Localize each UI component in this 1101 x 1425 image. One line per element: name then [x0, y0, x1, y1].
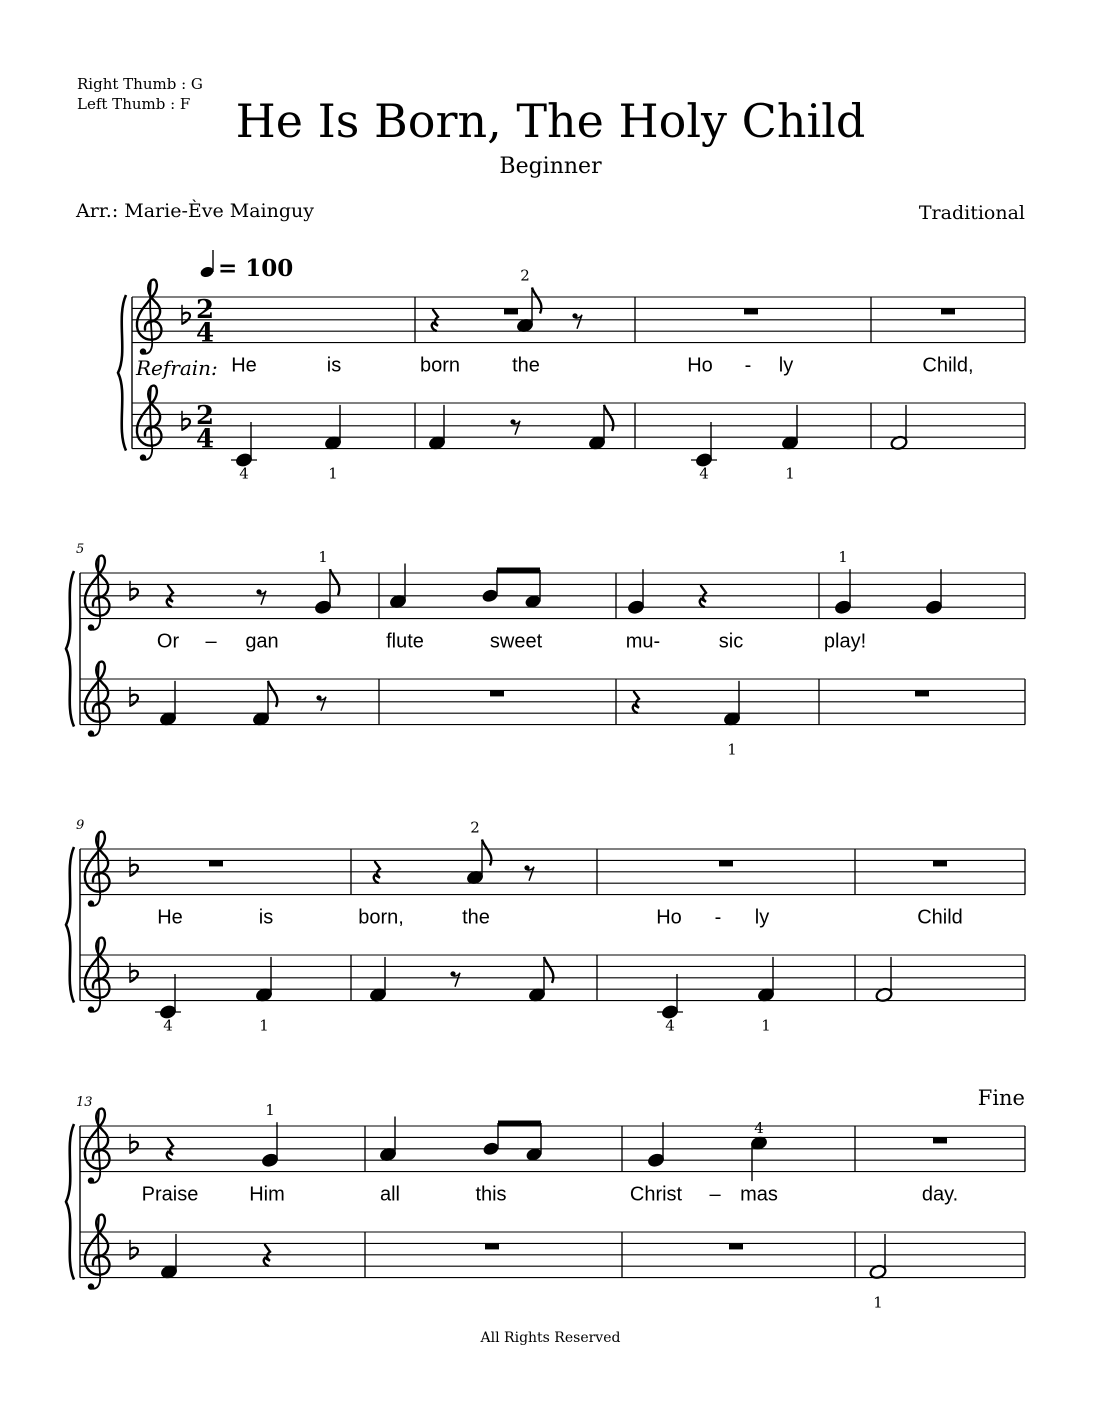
difficulty-subtitle: Beginner: [499, 154, 602, 179]
right-hand-staff: [80, 1126, 1025, 1172]
fingering-number: 1: [259, 1016, 269, 1035]
lyric-syllable: –: [709, 1183, 721, 1206]
flag: [544, 957, 553, 983]
note: [627, 569, 645, 615]
flag: [482, 840, 491, 866]
note: [657, 974, 683, 1035]
eighth-rest: [572, 313, 582, 329]
lyric-syllable: play!: [823, 630, 867, 653]
note: [647, 1122, 665, 1168]
fingering-number: 1: [785, 464, 795, 483]
note: [428, 405, 446, 451]
right-hand-staff: [80, 849, 1025, 895]
flag: [268, 681, 277, 707]
left-hand-staff: [80, 679, 1025, 725]
lyric-syllable: -: [744, 354, 752, 377]
note: [869, 1234, 887, 1312]
treble-clef: [85, 1215, 110, 1290]
note: [516, 267, 541, 334]
grand-staff-brace: [66, 571, 74, 727]
fingering-number: 2: [520, 266, 530, 285]
composer-credit: Traditional: [918, 202, 1025, 224]
beamed-eighths: [481, 570, 542, 609]
system-4: [66, 1086, 1025, 1312]
eighth-rest: [256, 589, 266, 605]
lyric-syllable: gan: [245, 630, 279, 653]
note: [231, 422, 257, 483]
note: [834, 548, 852, 615]
lyric-syllable: Him: [249, 1183, 285, 1206]
note: [155, 974, 181, 1035]
lyric-syllable: Ho: [687, 354, 713, 377]
system-1: [118, 250, 1025, 483]
eighth-rest: [316, 695, 326, 711]
note: [314, 548, 339, 615]
fingering-number: 4: [239, 464, 249, 483]
flat-key-signature: [130, 857, 138, 877]
measure-number: 5: [76, 542, 85, 557]
copyright-notice: All Rights Reserved: [480, 1330, 621, 1346]
flat-key-signature: [130, 687, 138, 707]
fine-marking: Fine: [977, 1086, 1025, 1110]
eighth-rest: [450, 971, 460, 987]
grand-staff-brace: [66, 1124, 74, 1280]
note: [379, 1117, 397, 1163]
right-hand-staff: [80, 573, 1025, 619]
flag: [532, 288, 541, 314]
note: [252, 681, 277, 727]
time-signature-bottom: 4: [195, 318, 215, 349]
fingering-number: 1: [265, 1101, 275, 1120]
left-thumb-note: Left Thumb : F: [77, 95, 191, 113]
flag: [604, 405, 613, 431]
note: [781, 405, 799, 483]
arranger-credit: Arr.: Marie-Ève Mainguy: [76, 200, 315, 222]
right-hand-staff: [132, 294, 1025, 343]
lyric-syllable: born: [419, 354, 461, 377]
lyric-syllable: the: [512, 354, 540, 377]
lyric-syllable: all: [379, 1183, 401, 1206]
treble-clef: [137, 386, 162, 461]
treble-clef: [85, 832, 110, 907]
right-thumb-note: Right Thumb : G: [77, 75, 203, 93]
note: [691, 422, 717, 483]
piece-title: He Is Born, The Holy Child: [235, 94, 866, 148]
whole-rest: [933, 860, 947, 866]
tempo-value: = 100: [218, 255, 294, 282]
whole-rest: [933, 1137, 947, 1143]
time-signature-bottom: 4: [195, 424, 215, 455]
whole-rest: [941, 308, 955, 314]
lyric-syllable: Child,: [922, 354, 974, 377]
lyric-syllable: born,: [358, 906, 404, 929]
grand-staff-brace: [118, 295, 126, 451]
treble-clef: [85, 556, 110, 631]
note: [261, 1101, 279, 1168]
time-signature: [196, 295, 214, 349]
flat-key-signature: [130, 581, 138, 601]
flat-key-signature: [182, 305, 190, 325]
note: [925, 569, 943, 615]
lyric-syllable: is: [326, 354, 342, 377]
lyric-syllable: Christ: [629, 1183, 683, 1206]
note: [159, 681, 177, 727]
time-signature-top: 2: [195, 400, 215, 431]
treble-clef: [85, 1109, 110, 1184]
note: [466, 819, 491, 886]
fingering-number: 1: [727, 740, 737, 759]
lyric-syllable: this: [475, 1183, 507, 1206]
lyric-syllable: mas: [740, 1183, 778, 1206]
lyric-syllable: Praise: [141, 1183, 199, 1206]
fingering-number: 1: [838, 548, 848, 567]
lyric-syllable: day.: [921, 1183, 959, 1206]
fingering-number: 1: [761, 1016, 771, 1035]
whole-rest: [209, 860, 223, 866]
lyric-syllable: Or: [156, 630, 180, 653]
note: [723, 681, 741, 759]
note: [875, 957, 893, 1003]
note: [389, 564, 407, 610]
whole-rest: [504, 308, 518, 314]
whole-rest: [915, 690, 929, 696]
beamed-eighths: [482, 1123, 543, 1162]
lyric-syllable: ly: [778, 354, 794, 377]
measure-number: 13: [76, 1095, 93, 1110]
treble-clef: [85, 938, 110, 1013]
lyric-syllable: He: [231, 354, 257, 377]
treble-clef: [85, 662, 110, 737]
lyric-syllable: is: [258, 906, 274, 929]
grand-staff-brace: [66, 847, 74, 1003]
time-signature-top: 2: [195, 294, 215, 325]
fingering-number: 4: [699, 464, 709, 483]
note: [757, 957, 775, 1035]
whole-rest: [719, 860, 733, 866]
note: [160, 1234, 178, 1280]
eighth-rest: [524, 865, 534, 881]
note: [324, 405, 342, 483]
measure-number: 9: [76, 818, 85, 833]
lyric-syllable: sic: [718, 630, 744, 653]
lyric-syllable: ly: [754, 906, 770, 929]
whole-rest: [744, 308, 758, 314]
lyric-syllable: mu-: [625, 630, 661, 653]
fingering-number: 1: [873, 1293, 883, 1312]
flat-key-signature: [182, 411, 190, 431]
note: [369, 957, 387, 1003]
lyric-syllable: -: [714, 906, 722, 929]
fingering-number: 4: [665, 1016, 675, 1035]
flat-key-signature: [130, 1134, 138, 1154]
note: [890, 405, 908, 451]
fingering-number: 4: [754, 1119, 764, 1138]
lyric-syllable: He: [157, 906, 183, 929]
flat-key-signature: [130, 963, 138, 983]
system-2: [66, 542, 1025, 759]
lyric-syllable: the: [462, 906, 490, 929]
note: [528, 957, 553, 1003]
fingering-number: 2: [470, 818, 480, 837]
lyric-syllable: Child: [917, 906, 963, 929]
flat-key-signature: [130, 1240, 138, 1260]
eighth-rest: [510, 419, 520, 435]
lyric-syllable: sweet: [489, 630, 543, 653]
note: [588, 405, 613, 451]
fingering-number: 4: [163, 1016, 173, 1035]
whole-rest: [485, 1243, 499, 1249]
lyric-syllable: flute: [386, 630, 424, 653]
whole-rest: [490, 690, 504, 696]
system-3: [66, 818, 1025, 1035]
lyric-syllable: Ho: [656, 906, 682, 929]
whole-rest: [729, 1243, 743, 1249]
fingering-number: 1: [318, 548, 328, 567]
tempo-marking: [199, 250, 293, 282]
treble-clef: [137, 280, 162, 355]
refrain-label: Refrain:: [136, 356, 218, 380]
time-signature: [196, 401, 214, 455]
lyric-syllable: –: [205, 630, 217, 653]
fingering-number: 1: [328, 464, 338, 483]
note: [255, 957, 273, 1035]
